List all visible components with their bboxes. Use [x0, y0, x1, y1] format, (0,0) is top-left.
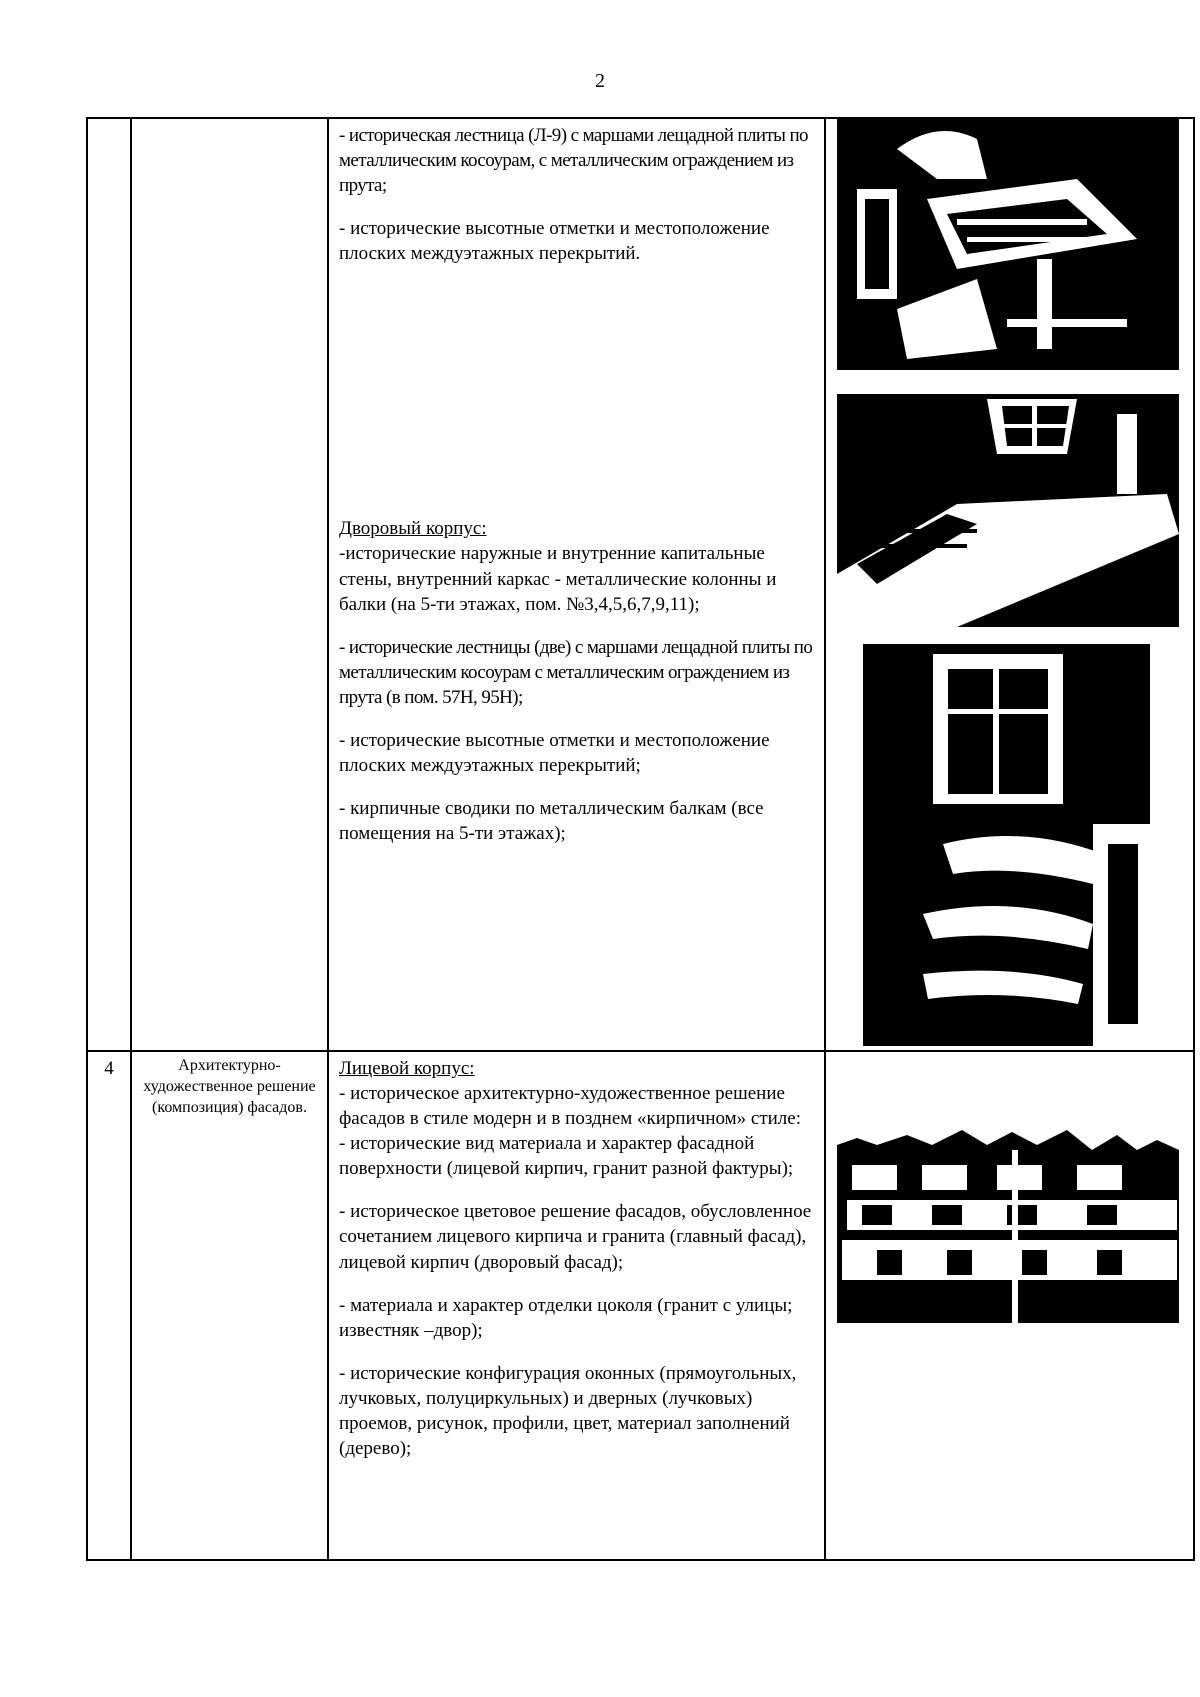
- staircase-photo-2: [837, 394, 1179, 627]
- paragraph: - историческое архитектурно-художественное решение фасадов в стиле модерн и в позднем «кирпичном» стиле: - исторические вид материала и характер фасадной поверхности (лицевой кирпич, гранит разной фактуры);: [339, 1083, 801, 1180]
- row-name-cell: Архитектурно-художественное решение (композиция) фасадов.: [131, 1051, 328, 1560]
- description-cell: [328, 118, 825, 1051]
- facade-photo: [837, 1090, 1179, 1323]
- paragraph: - историческое цветовое решение фасадов, обусловленное сочетанием лицевого кирпича и гранита (главный фасад), лицевой кирпич (дворовый фасад);: [339, 1201, 812, 1273]
- photo-cell: [825, 1051, 1194, 1560]
- paragraph: - историческая лестница (Л-9) с маршами лещадной плиты по металлическим косоурам, с металлическим ограждением из прута;: [339, 125, 808, 197]
- protection-subject-table: [86, 117, 1195, 1561]
- table-row: [87, 118, 1194, 1051]
- paragraph: - кирпичные сводики по металлическим балкам (все помещения на 5-ти этажах);: [339, 798, 764, 845]
- paragraph: - материала и характер отделки цоколя (гранит с улицы; известняк –двор);: [339, 1294, 793, 1341]
- row-name-cell: [131, 118, 328, 1051]
- row-number-cell: [87, 118, 131, 1051]
- photo-cell: [825, 118, 1194, 1051]
- page-number: 2: [595, 70, 605, 92]
- table-row: [87, 1051, 1194, 1560]
- section-heading-courtyard: Дворовый корпус:: [339, 518, 487, 540]
- paragraph: - исторические лестницы (две) с маршами лещадной плиты по металлическим косоурам с металлическим ограждением из прута (в пом. 57Н, 95Н);: [339, 636, 813, 708]
- paragraph: - исторические высотные отметки и местоположение плоских междуэтажных перекрытий;: [339, 729, 770, 777]
- paragraph: -исторические наружные и внутренние капитальные стены, внутренний каркас - металлические колонны и балки (на 5-ти этажах, пом. №3,4,5,6,7,9,11);: [339, 543, 777, 615]
- staircase-photo-3: [863, 644, 1150, 1046]
- section-heading-front: Лицевой корпус:: [339, 1058, 475, 1079]
- row-number-cell: 4: [87, 1051, 131, 1560]
- paragraph: - исторические конфигурация оконных (прямоугольных, лучковых, полуциркульных) и дверных (лучковых) проемов, рисунок, профили, цвет, материал заполнений (дерево);: [339, 1362, 797, 1460]
- paragraph: - исторические высотные отметки и местоположение плоских междуэтажных перекрытий.: [339, 218, 770, 265]
- description-cell: [328, 1051, 825, 1560]
- staircase-photo-1: [837, 119, 1179, 370]
